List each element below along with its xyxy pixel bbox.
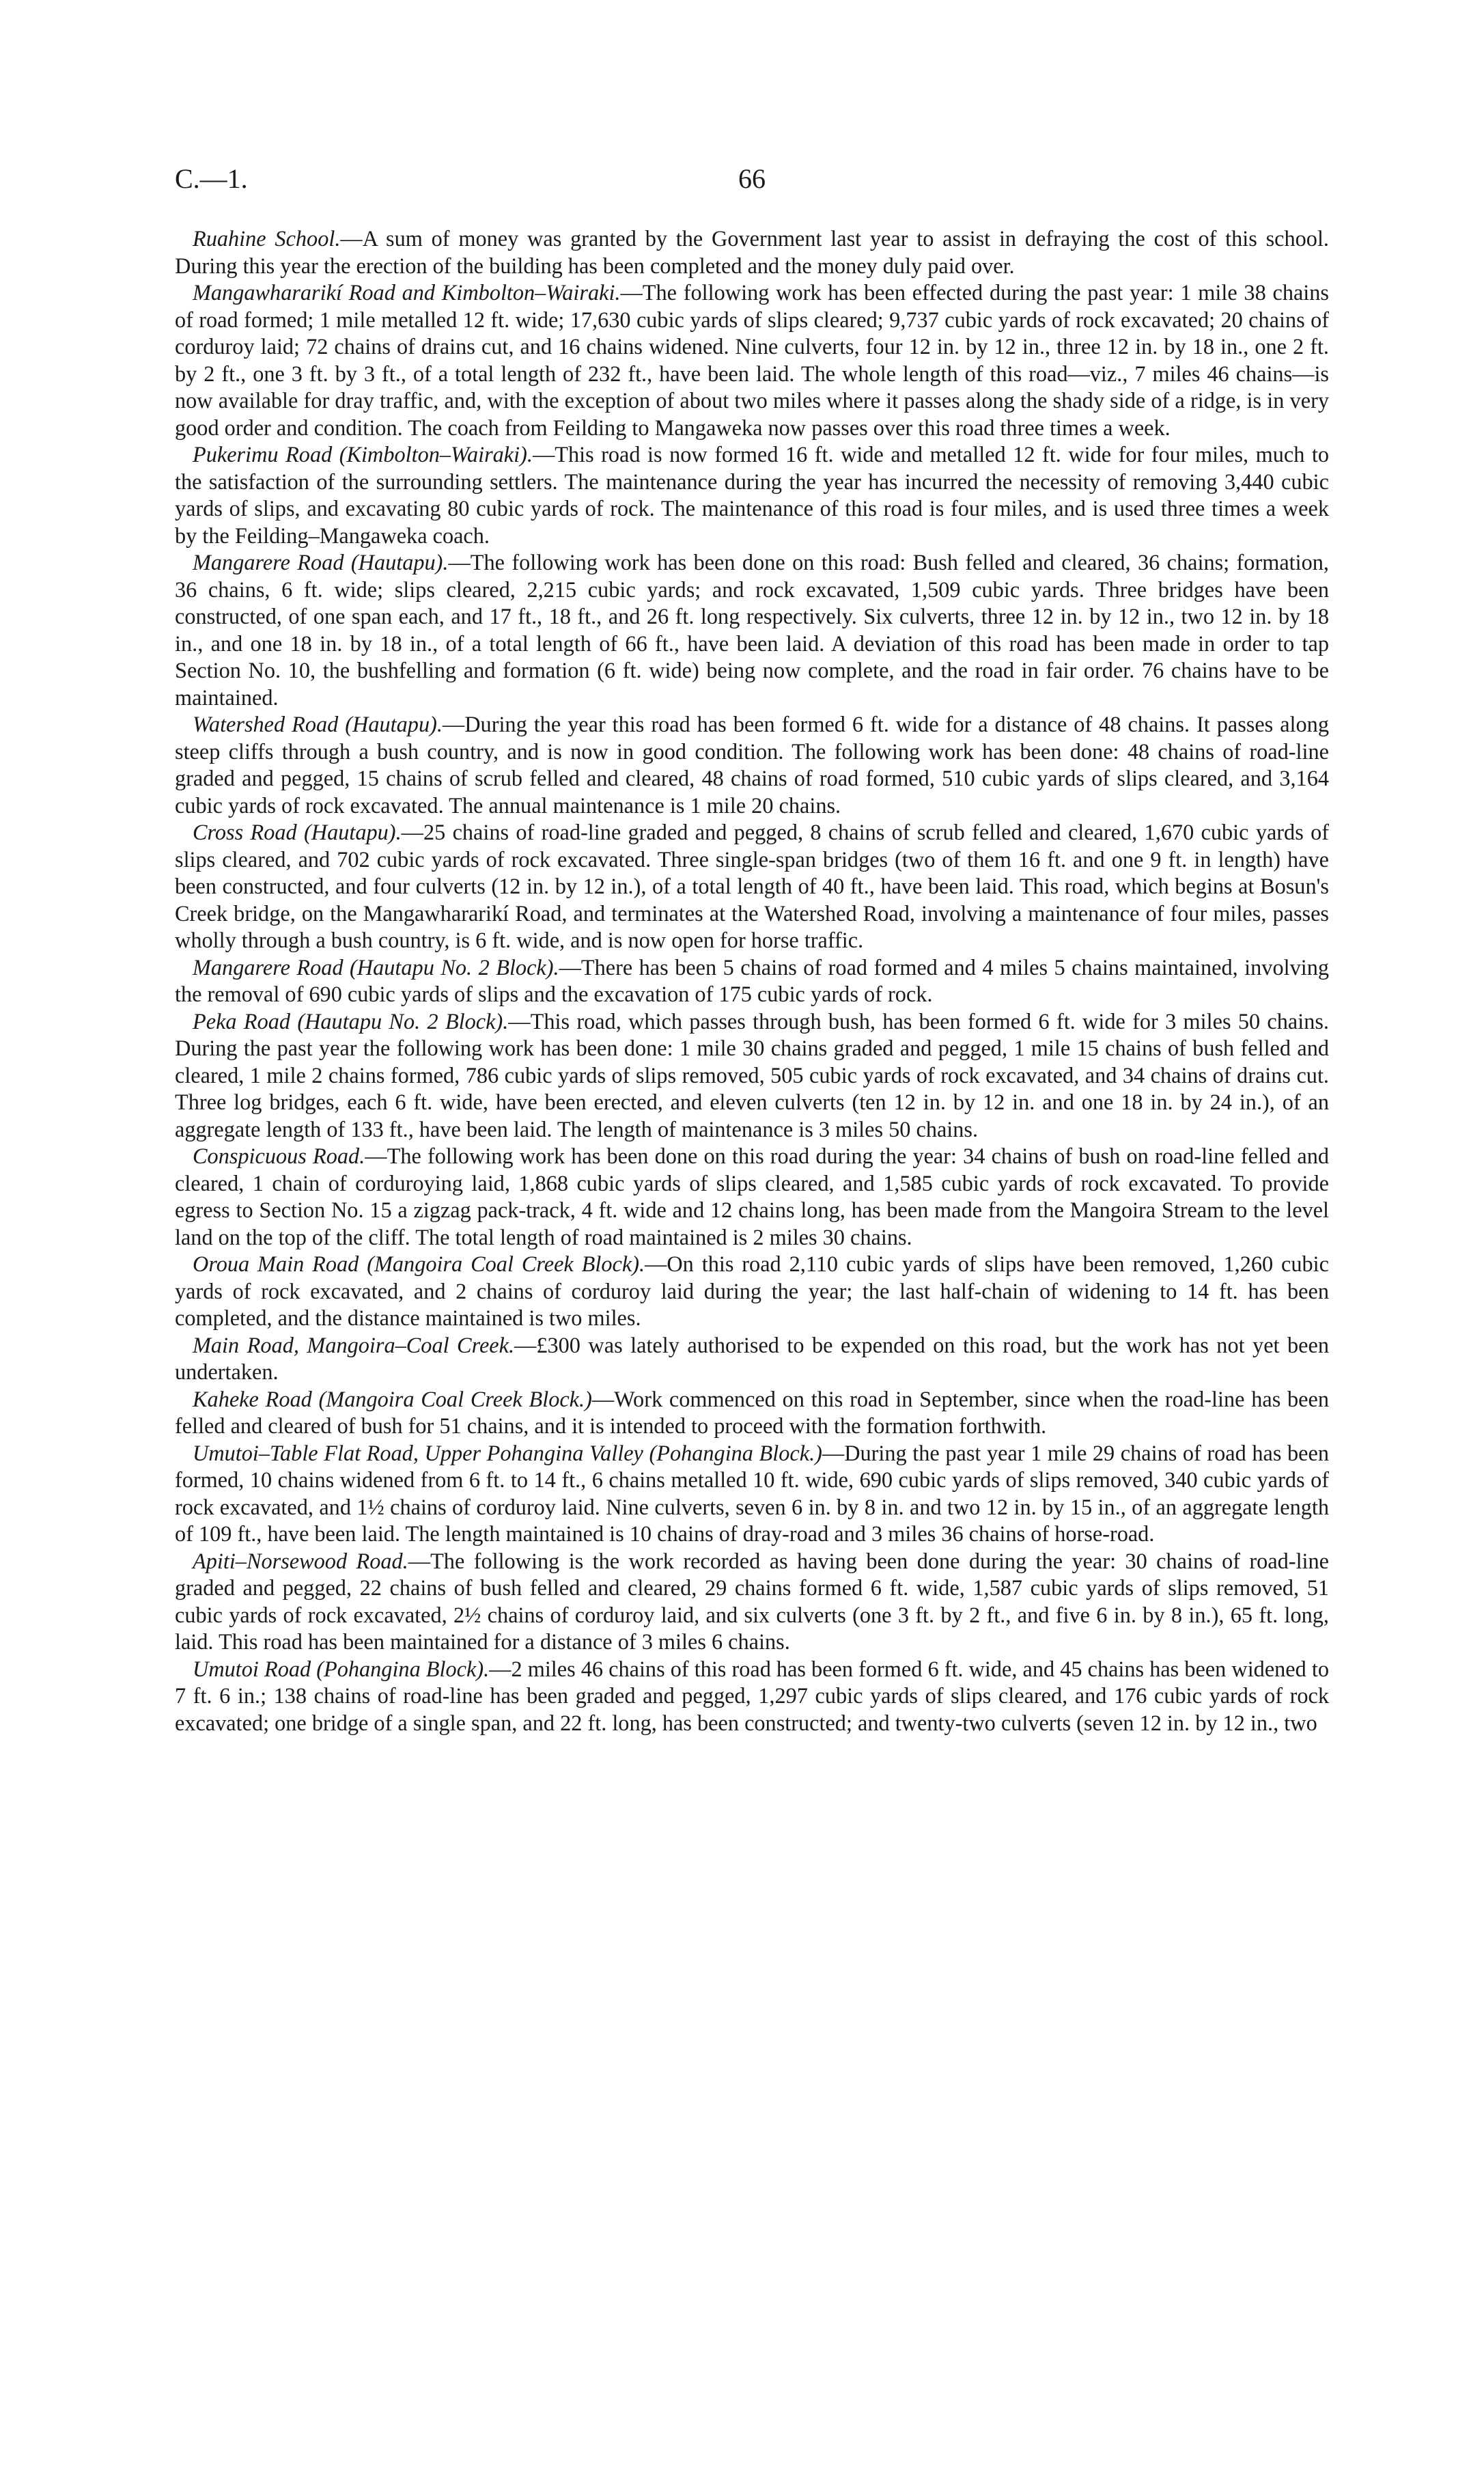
report-body bbox=[175, 225, 1329, 1736]
paragraph-title: Kaheke Road (Mangoira Coal Creek Block.) bbox=[193, 1386, 592, 1411]
page-number: 66 bbox=[738, 163, 766, 194]
paragraph-text: —There has been 5 chains of road formed and 4 miles 5 chains maintained, involving the removal of 690 cubic yards of slips and the excavation of 175 cubic yards of rock. bbox=[175, 954, 1329, 1006]
paragraph-watershed-road bbox=[175, 711, 1329, 819]
paragraph-text: —During the past year 1 mile 29 chains of road has been formed, 10 chains widened from 6 ft. to 14 ft., 6 chains metalled 10 ft. wide, 690 cubic yards of slips removed, 340 cubic yards of rock excavated, and 1½ chains of corduroy laid. Nine culverts, seven 6 in. by 8 in. and two 12 in. by 15 in., of an aggregate length of 109 ft., have been laid. The length maintained is 10 chains of dray-road and 3 miles 36 chains of horse-road. bbox=[175, 1440, 1329, 1546]
paragraph-text: —On this road 2,110 cubic yards of slips have been removed, 1,260 cubic yards of rock excavated, and 2 chains of corduroy laid during the year; the last half-chain of widening to 14 ft. has been completed, and the distance maintained is two miles. bbox=[175, 1251, 1329, 1330]
paragraph-title: Watershed Road (Hautapu). bbox=[193, 712, 443, 736]
paragraph-text: —This road is now formed 16 ft. wide and metalled 12 ft. wide for four miles, much to the satisfaction of the surrounding settlers. The maintenance during the year has incurred the necessity of removing 3,440 cubic yards of slips, and excavating 80 cubic yards of rock. The maintenance of this road is four miles, and is used three times a week by the Feilding–Mangaweka coach. bbox=[175, 442, 1329, 548]
paragraph-conspicuous-road bbox=[175, 1143, 1329, 1251]
paragraph-title: Pukerimu Road (Kimbolton–Wairaki). bbox=[193, 442, 533, 467]
paragraph-title: Umutoi Road (Pohangina Block). bbox=[193, 1656, 490, 1681]
paragraph-title: Ruahine School. bbox=[193, 226, 341, 251]
paragraph-text: —The following work has been effected during the past year: 1 mile 38 chains of road formed; 1 mile metalled 12 ft. wide; 17,630 cubic yards of slips cleared; 9,737 cubic yards of rock excavated; 20 chains of corduroy laid; 72 chains of drains cut, and 16 chains widened. Nine culverts, four 12 in. by 12 in., three 12 in. by 18 in., one 2 ft. by 2 ft., one 3 ft. by 3 ft., of a total length of 232 ft., have been laid. The whole length of this road—viz., 7 miles 46 chains—is now available for dray traffic, and, with the exception of about two miles where it passes along the shady side of a ridge, is in very good order and condition. The coach from Feilding to Mangaweka now passes over this road three times a week. bbox=[175, 280, 1329, 440]
paragraph-title: Mangarere Road (Hautapu). bbox=[193, 550, 449, 575]
page-header bbox=[175, 158, 1329, 199]
document-reference: C.—1. bbox=[175, 163, 248, 194]
paragraph-text: —This road, which passes through bush, has been formed 6 ft. wide for 3 miles 50 chains. During the past year the following work has been done: 1 mile 30 chains graded and pegged, 1 mile 15 chains of bush felled and cleared, 1 mile 2 chains formed, 786 cubic yards of slips removed, 505 cubic yards of rock excavated, and 34 chains of drains cut. Three log bridges, each 6 ft. wide, have been erected, and eleven culverts (ten 12 in. by 12 in. and one 18 in. by 24 in.), of an aggregate length of 133 ft., have been laid. The length of maintenance is 3 miles 50 chains. bbox=[175, 1008, 1329, 1141]
paragraph-text: —£300 was lately authorised to be expended on this road, but the work has not yet been undertaken. bbox=[175, 1332, 1329, 1384]
paragraph-text: —2 miles 46 chains of this road has been formed 6 ft. wide, and 45 chains has been widened to 7 ft. 6 in.; 138 chains of road-line has been graded and pegged, 1,297 cubic yards of slips cleared, and 176 cubic yards of rock excavated; one bridge of a single span, and 22 ft. long, has been constructed; and twenty-two culverts (seven 12 in. by 12 in., two bbox=[175, 1656, 1329, 1735]
paragraph-kaheke-road bbox=[175, 1386, 1329, 1440]
paragraph-mangawhararikí-road bbox=[175, 279, 1329, 441]
paragraph-title: Conspicuous Road. bbox=[193, 1144, 365, 1168]
paragraph-mangarere-road bbox=[175, 549, 1329, 711]
paragraph-main-road-mangoira bbox=[175, 1332, 1329, 1386]
paragraph-text: —The following is the work recorded as having been done during the year: 30 chains of road-line graded and pegged, 22 chains of bush felled and cleared, 29 chains formed 6 ft. wide, 1,587 cubic yards of slips removed, 51 cubic yards of rock excavated, 2½ chains of corduroy laid, and six culverts (one 3 ft. by 2 ft., and five 6 in. by 8 in.), 65 ft. long, laid. This road has been maintained for a distance of 3 miles 6 chains. bbox=[175, 1548, 1330, 1654]
paragraph-text: —25 chains of road-line graded and pegged, 8 chains of scrub felled and cleared, 1,670 cubic yards of slips cleared, and 702 cubic yards of rock excavated. Three single-span bridges (two of them 16 ft. and one 9 ft. in length) have been constructed, and four culverts (12 in. by 12 in.), of a total length of 40 ft., have been laid. This road, which begins at Bosun's Creek bridge, on the Mangawhararikí Road, and terminates at the Watershed Road, involving a maintenance of four miles, passes wholly through a bush country, is 6 ft. wide, and is now open for horse traffic. bbox=[175, 820, 1329, 952]
paragraph-mangarere-road-no2 bbox=[175, 954, 1329, 1008]
paragraph-umutoi-table-flat-road bbox=[175, 1440, 1329, 1548]
paragraph-peka-road bbox=[175, 1008, 1329, 1144]
paragraph-title: Apiti–Norsewood Road. bbox=[193, 1548, 408, 1573]
paragraph-pukerimu-road bbox=[175, 441, 1329, 549]
paragraph-umutoi-road bbox=[175, 1656, 1329, 1737]
paragraph-apiti-norsewood-road bbox=[175, 1548, 1329, 1656]
paragraph-cross-road bbox=[175, 819, 1329, 954]
paragraph-title: Cross Road (Hautapu). bbox=[193, 820, 402, 844]
paragraph-text: —The following work has been done on this road during the year: 34 chains of bush on road-line felled and cleared, 1 chain of corduroying laid, 1,868 cubic yards of slips cleared, and 1,585 cubic yards of rock excavated. To provide egress to Section No. 15 a zigzag pack-track, 4 ft. wide and 12 chains long, has been made from the Mangoira Stream to the level land on the top of the cliff. The total length of road maintained is 2 miles 30 chains. bbox=[175, 1144, 1329, 1249]
paragraph-title: Mangarere Road (Hautapu No. 2 Block). bbox=[193, 954, 559, 980]
paragraph-oroua-main-road bbox=[175, 1251, 1329, 1332]
paragraph-title: Umutoi–Table Flat Road, Upper Pohangina Valley (Pohangina Block.) bbox=[193, 1440, 822, 1465]
paragraph-title: Main Road, Mangoira–Coal Creek. bbox=[193, 1332, 515, 1357]
paragraph-text: —The following work has been done on this road: Bush felled and cleared, 36 chains; formation, 36 chains, 6 ft. wide; slips cleared, 2,215 cubic yards; and rock excavated, 1,509 cubic yards. Three bridges have been constructed, of one span each, and 17 ft., 18 ft., and 26 ft. long respectively. Six culverts, three 12 in. by 12 in., two 12 in. by 18 in., and one 18 in. by 18 in., of a total length of 66 ft., have been laid. A deviation of this road has been made in order to tap Section No. 10, the bushfelling and formation (6 ft. wide) being now complete, and the road in fair order. 76 chains have to be maintained. bbox=[175, 550, 1329, 710]
paragraph-text: —A sum of money was granted by the Government last year to assist in defraying the cost of this school. During this year the erection of the building has been completed and the money duly paid over. bbox=[175, 226, 1330, 278]
paragraph-text: —Work commenced on this road in September, since when the road-line has been felled and cleared of bush for 51 chains, and it is intended to proceed with the formation forthwith. bbox=[175, 1386, 1329, 1438]
paragraph-title: Mangawhararikí Road and Kimbolton–Wairaki. bbox=[193, 280, 621, 305]
paragraph-title: Oroua Main Road (Mangoira Coal Creek Block). bbox=[193, 1251, 645, 1276]
paragraph-title: Peka Road (Hautapu No. 2 Block). bbox=[193, 1008, 509, 1034]
paragraph-ruahine-school bbox=[175, 225, 1329, 279]
paragraph-text: —During the year this road has been formed 6 ft. wide for a distance of 48 chains. It passes along steep cliffs through a bush country, and is now in good condition. The following work has been done: 48 chains of road-line graded and pegged, 15 chains of scrub felled and cleared, 48 chains of road formed, 510 cubic yards of slips cleared, and 3,164 cubic yards of rock excavated. The annual maintenance is 1 mile 20 chains. bbox=[175, 712, 1329, 818]
